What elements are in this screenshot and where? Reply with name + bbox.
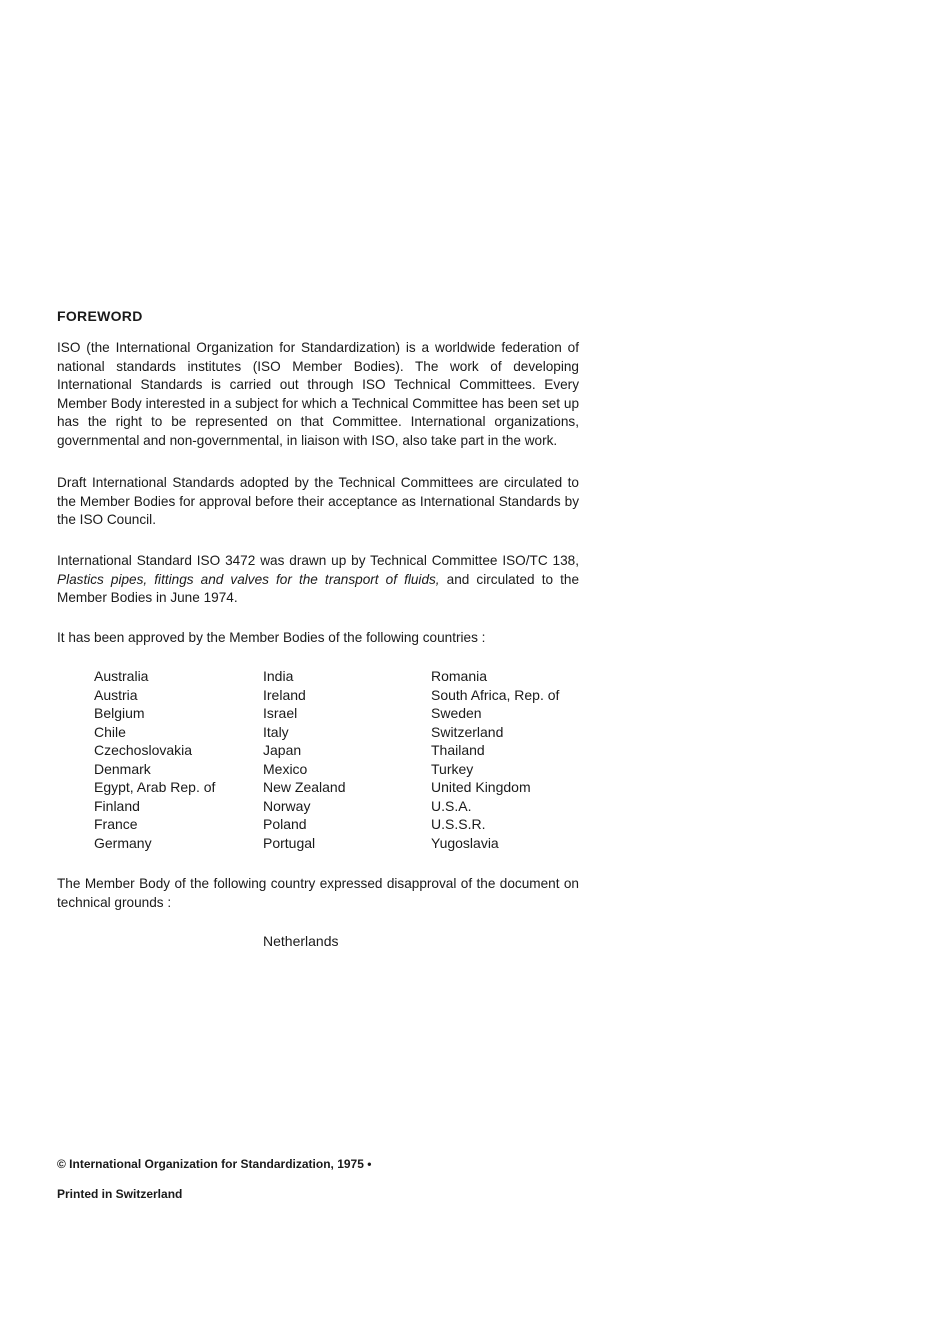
country-name: South Africa, Rep. of	[431, 686, 560, 703]
countries-column-3	[431, 667, 594, 852]
country-name: Germany	[94, 834, 152, 851]
country-name: Australia	[94, 668, 149, 684]
country-name: Egypt, Arab Rep. of	[94, 779, 216, 795]
foreword-paragraph-approval-intro: It has been approved by the Member Bodies of the following countries :	[57, 630, 486, 645]
approving-countries-list	[94, 667, 594, 852]
country-name: Japan	[263, 742, 302, 758]
committee-title: Plastics pipes, fittings and valves for the transport of fluids,	[57, 571, 440, 587]
country-name: Turkey	[431, 760, 474, 777]
country-name: Finland	[94, 797, 140, 814]
country-name: United Kingdom	[431, 779, 531, 795]
country-name: Norway	[263, 797, 311, 814]
country-name: Switzerland	[431, 723, 504, 740]
country-name: Israel	[263, 705, 298, 721]
foreword-heading: FOREWORD	[57, 308, 143, 324]
foreword-paragraph-standard-origin	[57, 552, 579, 608]
country-name: Yugoslavia	[431, 834, 499, 851]
foreword-paragraph-iso-intro: ISO (the International Organization for Standardization) is a worldwide federation of national standards institutes (ISO Member Bodies). The work of developing International Standards is carried out through ISO Technical Committees. Every Member Body interested in a subject for which a Technical Committee has been set up has the right to be represented on that Committee. International organizations, governmental and non-governmental, in liaison with ISO, also take part in the work.	[57, 340, 579, 448]
disapproving-country: Netherlands	[263, 933, 339, 949]
foreword-paragraph-disapproval: The Member Body of the following country expressed disapproval of the document on technical grounds :	[57, 876, 579, 910]
country-name: Poland	[263, 816, 307, 832]
country-name: India	[263, 668, 294, 684]
country-name: Austria	[94, 686, 138, 703]
country-name: France	[94, 816, 138, 832]
country-name: Belgium	[94, 705, 145, 721]
country-name: Chile	[94, 723, 126, 740]
country-name: New Zealand	[263, 779, 346, 795]
country-name: Denmark	[94, 760, 151, 777]
country-name: Ireland	[263, 686, 306, 703]
country-name: Thailand	[431, 742, 485, 758]
country-name: Portugal	[263, 834, 316, 851]
countries-column-1	[94, 667, 263, 852]
copyright-notice: © International Organization for Standardization, 1975 •	[57, 1157, 372, 1171]
countries-column-2	[263, 667, 431, 852]
origin-text-suffix: and circulated to the Member Bodies in June 1974.	[57, 571, 580, 606]
foreword-paragraph-draft-standards: Draft International Standards adopted by the Technical Committees are circulated to the Member Bodies for approval before their acceptance as International Standards by the ISO Council.	[57, 475, 579, 528]
country-name: U.S.A.	[431, 797, 472, 814]
country-name: Czechoslovakia	[94, 742, 193, 758]
country-name: Romania	[431, 668, 488, 684]
country-name: U.S.S.R.	[431, 816, 486, 832]
country-name: Italy	[263, 723, 289, 740]
origin-text-prefix: International Standard ISO 3472 was drawn up by Technical Committee ISO/TC 138,	[57, 553, 579, 568]
country-name: Mexico	[263, 760, 308, 777]
country-name: Sweden	[431, 705, 482, 721]
printed-in-notice: Printed in Switzerland	[57, 1187, 183, 1201]
